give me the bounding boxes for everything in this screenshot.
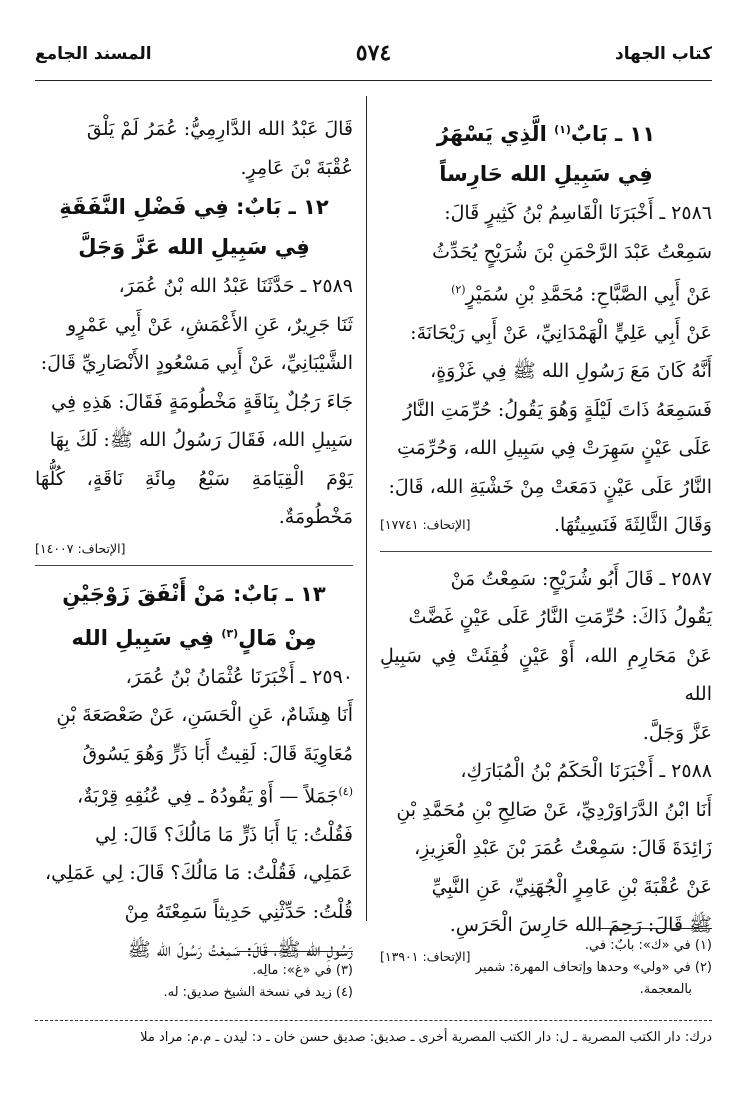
chapter-11-heading-line2: فِي سَبِيلِ الله حَارِساً — [439, 162, 653, 186]
hadith-2588-line: ٢٥٨٨ ـ أَخْبَرَنَا الْحَكَمُ بْنُ الْمُبَارَكِ، — [460, 760, 712, 783]
hadith-2587-line: عَنْ مَحَارِمِ الله، أَوْ عَيْنٍ فُقِئَتْ فِي سَبِيلِ الله — [380, 644, 712, 706]
hadith-2589-line: يَوْمَ الْقِيَامَةِ سَبْعُ مِائَةِ نَاقَةٍ، كُلُّهَا مَخْطُومَةٌ. — [35, 467, 353, 528]
column-divider — [366, 96, 367, 921]
footnote-2: (٢) في «ولي» وحدها وإتحاف المهرة: شمير — [475, 960, 712, 975]
hadith-2586-line: ٢٥٨٦ ـ أَخْبَرَنَا الْقَاسِمُ بْنُ كَثِيرٍ قَالَ: — [444, 202, 712, 224]
hadith-2590-line: ٢٥٩٠ ـ أَخْبَرَنَا عُثْمَانُ بْنُ عُمَرَ، — [125, 665, 353, 688]
ithaf-reference: [الإتحاف: ١٧٧٤١] — [380, 517, 471, 533]
hadith-2587-line: يَقُولُ ذَاكَ: حُرِّمَتِ النَّارُ عَلَى عَيْنٍ غَضَّتْ — [408, 606, 712, 629]
hadith-2590-line — [35, 773, 353, 816]
hadith-2586-line: النَّارُ عَلَى عَيْنٍ دَمَعَتْ مِنْ خَشْيَةِ الله، قَالَ: — [388, 475, 712, 498]
hadith-2589-line: سَبِيلِ الله، فَقَالَ رَسُولُ الله ﷺ: لَكَ بِهَا — [49, 429, 353, 451]
hadith-2586-line: عَنْ أَبِي عَلِيٍّ الْهَمْدَانِيِّ، عَنْ أَبِي رَيْحَانَةَ: — [410, 321, 712, 344]
hadith-2589-line: ثَنَا جَرِيرٌ، عَنِ الأَعْمَشِ، عَنْ أَبِي عَمْرٍو — [67, 313, 353, 336]
hadith-2590-line: أَنَا هِشَامٌ، عَنِ الْحَسَنِ، عَنْ صَعْصَعَةَ بْنِ — [56, 704, 353, 726]
header-rule — [35, 80, 712, 81]
manuscript-sigla: درك: دار الكتب المصرية ـ ل: دار الكتب المصرية أخرى ـ صديق: صديق حسن خان ـ د: ليدن ـ م.م: مراد ملا — [140, 1030, 712, 1045]
hadith-2586-line — [380, 271, 712, 314]
chapter-12-heading-line1: ١٢ ـ بَابٌ: فِي فَضْلِ النَّفَقَةِ — [59, 195, 329, 219]
hadith-2590-line: عَمَلِي، فَقُلْتُ: مَا مَالُكَ؟ قَالَ: لِي عَمَلِي، — [45, 862, 353, 885]
hadith-2587-line: ٢٥٨٧ ـ قَالَ أَبُو شُرَيْحٍ: سَمِعْتُ مَنْ — [450, 567, 712, 590]
hadith-2588-line: ﷺ قَالَ: رَحِمَ الله حَارِسَ الْحَرَسِ. — [449, 914, 712, 937]
ithaf-reference: [الإتحاف: ١٤٠٠٧] — [35, 540, 126, 556]
hadith-2586-text: وَقَالَ الثَّالِثَةَ فَنَسِيتُهَا. — [553, 514, 712, 537]
chapter-12-heading-line2: فِي سَبِيلِ الله عَزَّ وَجَلَّ — [78, 235, 310, 259]
chapter-13-heading-line2 — [35, 614, 353, 658]
footnote-ref-1: (١) — [554, 123, 571, 136]
hadith-2587-line: عَزَّ وَجَلَّ. — [642, 721, 712, 744]
footnotes-right — [380, 935, 712, 1001]
hadith-2589-line: ٢٥٨٩ ـ حَدَّثَنَا عَبْدُ الله بْنُ عُمَرَ، — [118, 275, 353, 297]
hadith-separator — [380, 551, 712, 552]
hadith-2590-line: فَقُلْتُ: يَا أَبَا ذَرٍّ مَا مَالُكَ؟ قَالَ: لِي — [95, 823, 353, 846]
collection-title: المسند الجامع — [35, 44, 152, 64]
right-column — [380, 110, 712, 973]
footnote-1: (١) في «ك»: بابٌ: في. — [584, 938, 712, 953]
hadith-2586-line: أَنَّهُ كَانَ مَعَ رَسُولِ الله ﷺ فِي غَزْوَةٍ، — [430, 360, 712, 383]
hadith-2590-line: مُعَاوِيَةَ قَالَ: لَقِيتُ أَبَا ذَرٍّ وَهُوَ يَسُوقُ — [82, 742, 353, 765]
hadith-2586-text: عَنْ أَبِي الصَّبَّاحِ: مُحَمَّدِ بْنِ سُمَيْرٍ — [465, 283, 712, 306]
footnote-ref-2: (٢) — [451, 283, 466, 296]
chapter-11-title: الَّذِي يَسْهَرُ — [436, 122, 555, 146]
hadith-2586-line: فَسَمِعَهُ ذَاتَ لَيْلَةٍ وَهُوَ يَقُولُ: حُرِّمَتِ النَّارُ — [403, 398, 712, 421]
hadith-2588-line: عَنْ عُقْبَةَ بْنِ عَامِرٍ الْجُهَنِيِّ، عَنِ النَّبِيِّ — [431, 875, 712, 898]
hadith-2589-line: الشَّيْبَانِيِّ، عَنْ أَبِي مَسْعُودٍ الأَنْصَارِيِّ قَالَ: — [40, 352, 353, 374]
hadith-separator — [35, 565, 353, 566]
footnote-4: (٤) زيد في نسخة الشيخ صديق: له. — [163, 985, 353, 1000]
book-title: كتاب الجهاد — [614, 44, 712, 64]
page-header — [35, 40, 712, 74]
chapter-13-title-b: فِي سَبِيلِ الله — [71, 625, 222, 650]
hadith-2586-line — [380, 506, 712, 545]
hadith-2590-line: قُلْتُ: حَدِّثْنِي حَدِيثاً سَمِعْتَهُ مِنْ — [124, 900, 353, 923]
footnote-ref-3: (٣) — [221, 626, 239, 640]
footer-rule — [35, 1020, 712, 1021]
chapter-13-heading-line1: ١٣ ـ بَابٌ: مَنْ أَنْفَقَ زَوْجَيْنِ — [62, 581, 326, 606]
footnote-2-cont: بالمعجمة. — [639, 982, 692, 997]
ithaf-reference: [الإتحاف: ١٣٩٠١] — [380, 948, 471, 964]
page-number: ٥٧٤ — [355, 40, 392, 66]
footnote-ref-4: (٤) — [338, 785, 353, 798]
hadith-2588-line: أَنَا ابْنُ الدَّرَاوَرْدِيِّ، عَنْ صَالِحِ بْنِ مُحَمَّدِ بْنِ — [396, 798, 712, 821]
footnote-3: (٣) في «غ»: مالِه. — [252, 963, 353, 978]
left-column — [35, 110, 353, 970]
hadith-2590-text: جَمَلاً — أَوْ يَقُودُهُ ـ فِي عُنُقِهِ قِرْبَةٌ، — [77, 785, 339, 808]
chapter-11-heading-line1 — [380, 110, 712, 154]
chapter-13-title-a: مِنْ مَالٍ — [238, 625, 317, 650]
hadith-2589-line: جَاءَ رَجُلٌ بِنَاقَةٍ مَخْطُومَةٍ فَقَالَ: هَذِهِ فِي — [51, 390, 353, 413]
darimi-note-line: قَالَ عَبْدُ الله الدَّارِمِيُّ: عُمَرُ لَمْ يَلْقَ — [86, 118, 353, 140]
darimi-note-line: عُقْبَةَ بْنَ عَامِرٍ. — [240, 156, 353, 179]
footnote-rule-left — [237, 951, 353, 952]
footnote-rule-right — [596, 928, 712, 929]
chapter-11-label: ١١ ـ بَابٌ — [570, 122, 656, 146]
hadith-2590-line: رَسُولِ الله ﷺ، قَالَ: سَمِعْتُ رَسُولَ الله ﷺ — [127, 939, 353, 962]
footnotes-left — [35, 960, 353, 1004]
hadith-2588-line: زَائِدَةَ قَالَ: سَمِعْتُ عُمَرَ بْنَ عَبْدِ الْعَزِيزِ، — [414, 837, 712, 860]
hadith-2586-line: سَمِعْتُ عَبْدَ الرَّحْمَنِ بْنَ شُرَيْحٍ يُحَدِّثُ — [432, 240, 712, 263]
hadith-2586-line: عَلَى عَيْنٍ سَهِرَتْ فِي سَبِيلِ الله، وَحُرِّمَتِ — [397, 437, 712, 460]
